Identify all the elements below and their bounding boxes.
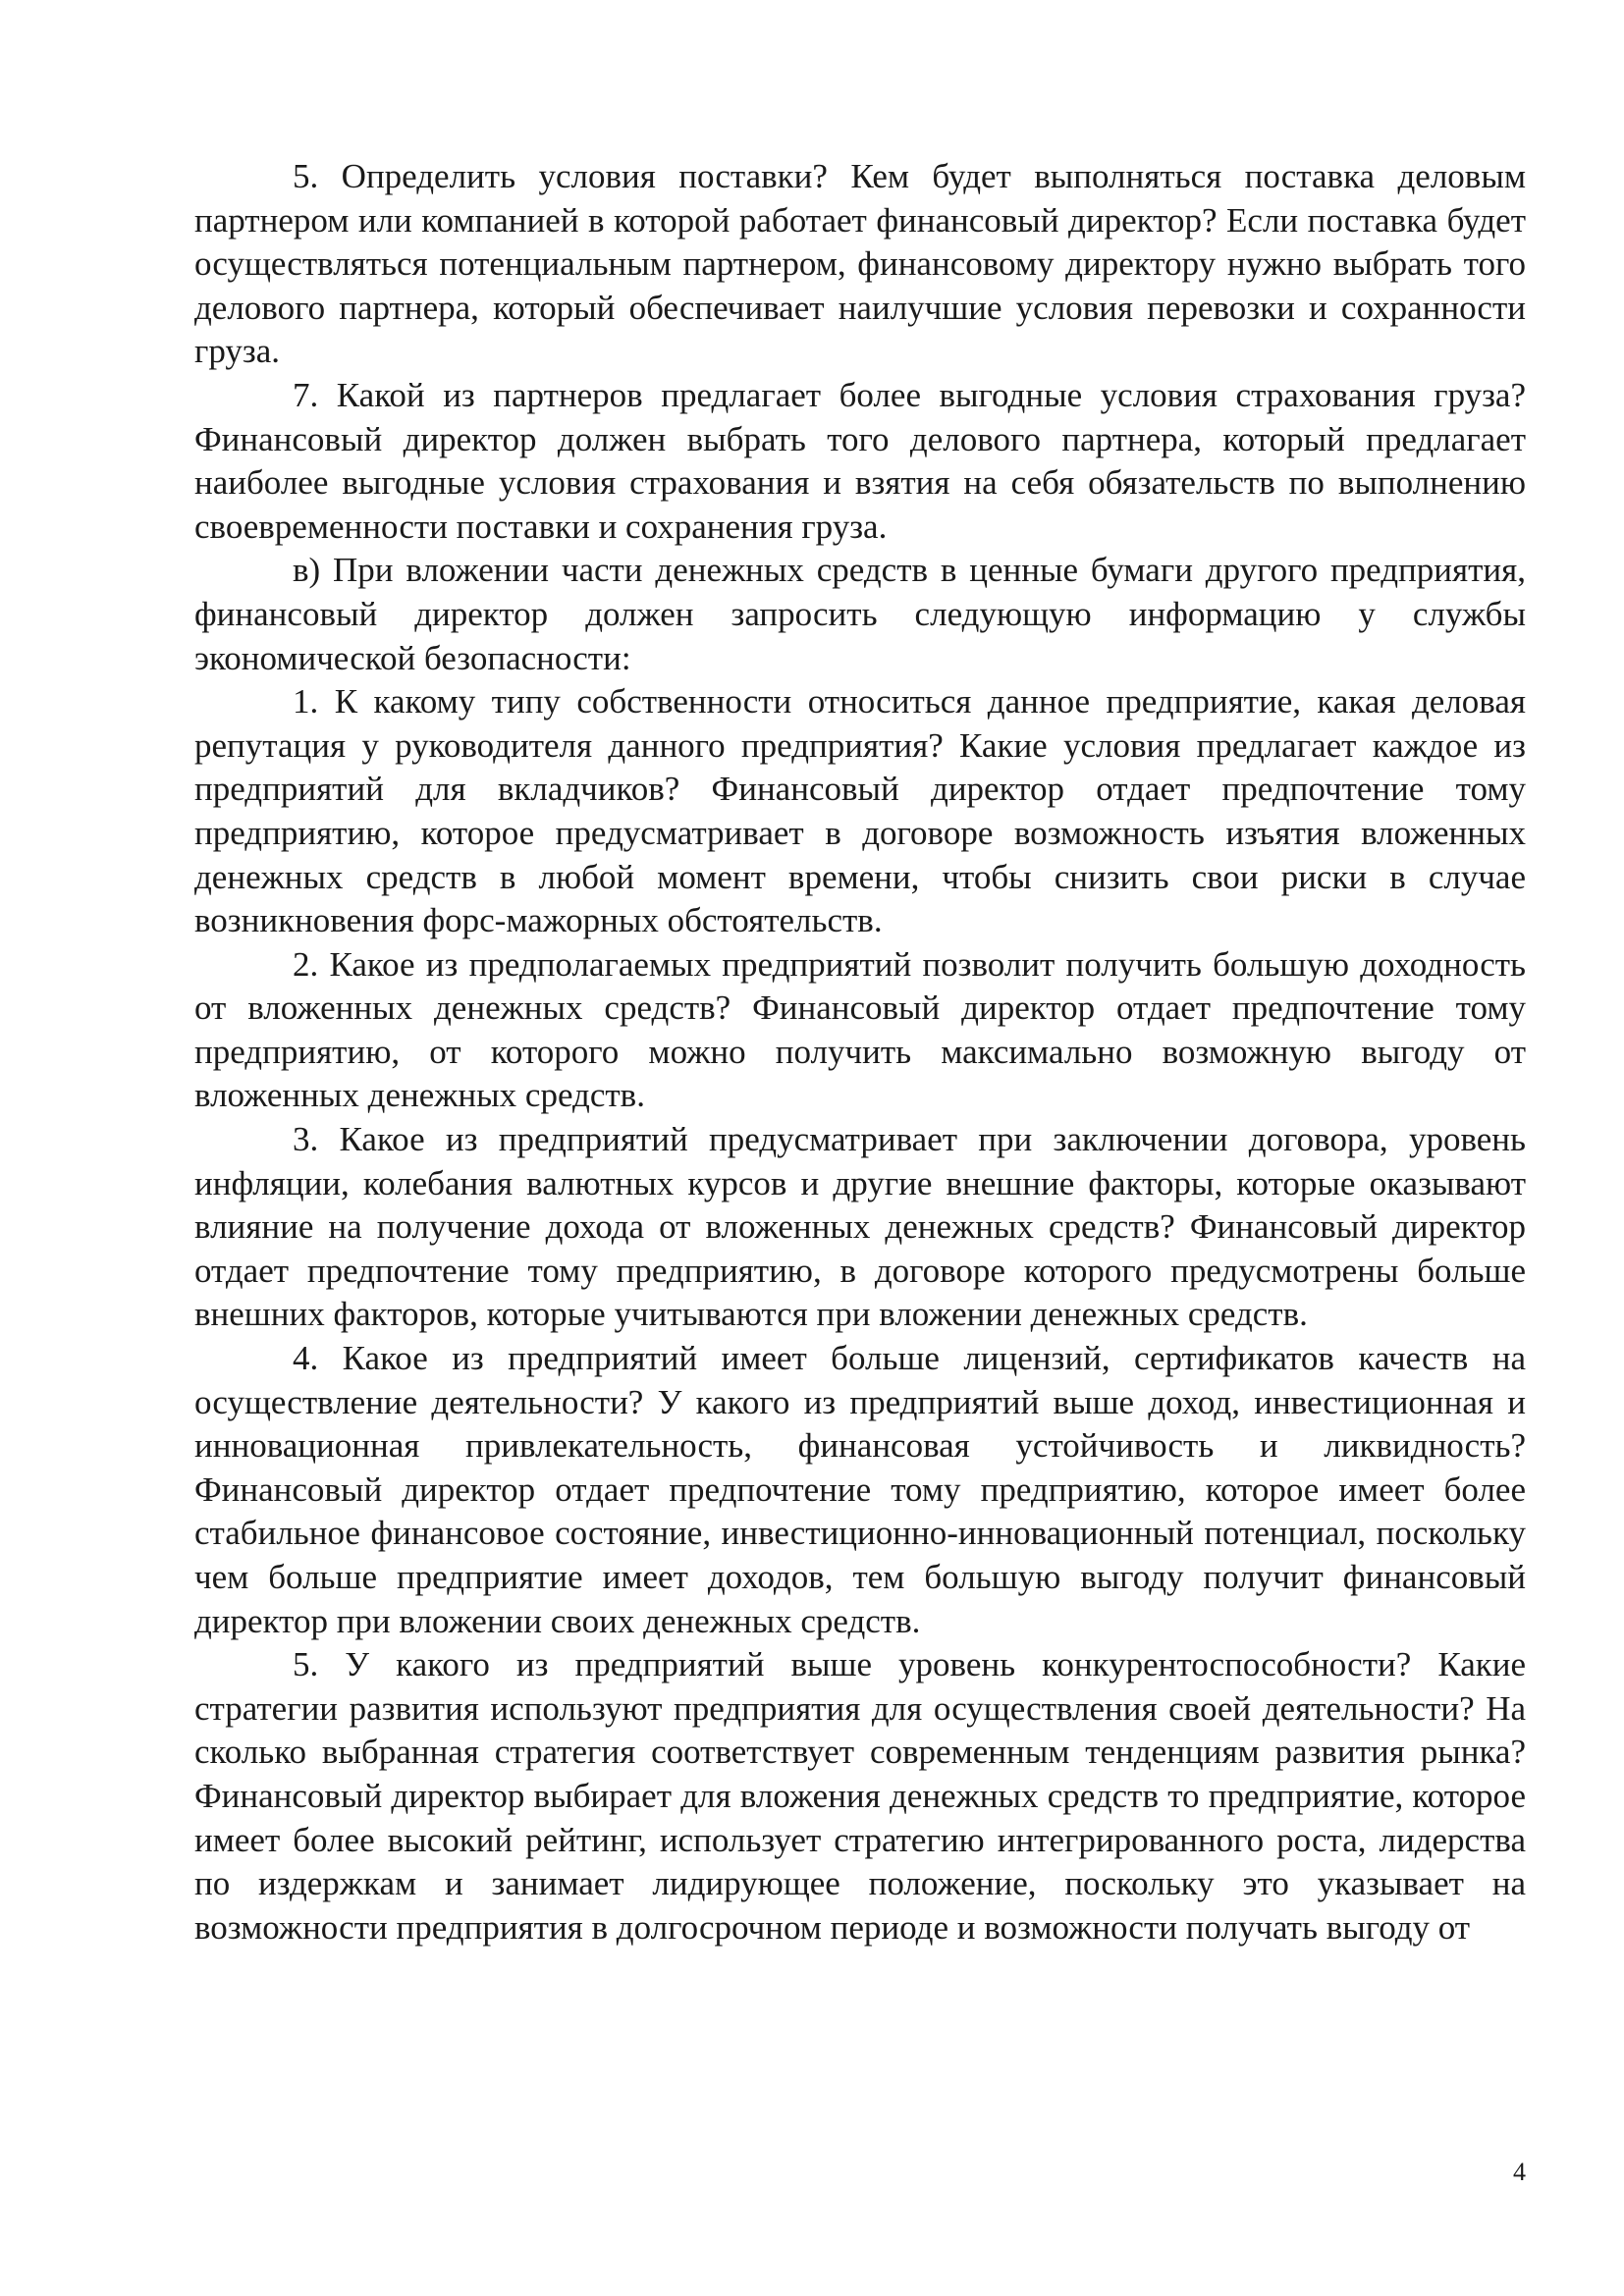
paragraph-ownership-type: 1. К какому типу собственности относиться данное предприятие, какая деловая репутация у руководителя данного предприятия? Какие условия предлагает каждое из предприятий для вкладчиков? Финансовый директор отдает предпочтение тому предприятию, которое предусматривает в договоре возможность изъятия вложенных денежных средств в любой момент времени, чтобы снизить свои риски в случае возникновения форс-мажорных обстоятельств. <box>194 682 1526 940</box>
page-number: 4 <box>1513 2158 1526 2186</box>
paragraph-profitability: 2. Какое из предполагаемых предприятий позволит получить большую доходность от вложенных денежных средств? Финансовый директор отдает предпочтение тому предприятию, от которого можно получить максимально возможную выгоду от вложенных денежных средств. <box>194 944 1526 1115</box>
paragraph-competitiveness: 5. У какого из предприятий выше уровень конкурентоспособности? Какие стратегии развития используют предприятия для осуществления своей деятельности? На сколько выбранная стратегия соответствует современным тенденциям развития рынка? Финансовый директор выбирает для вложения денежных средств то предприятие, которое имеет более высокий рейтинг, использует стратегию интегрированного роста, лидерства по издержкам и занимает лидирующее положение, поскольку это указывает на возможности предприятия в долгосрочном периоде и возможности получать выгоду от <box>194 1645 1526 1947</box>
paragraph-cargo-insurance: 7. Какой из партнеров предлагает более выгодные условия страхования груза? Финансовый директор должен выбрать того делового партнера, который предлагает наиболее выгодные условия страхования и взятия на себя обязательств по выполнению своевременности поставки и сохранения груза. <box>194 375 1526 546</box>
paragraph-securities-intro: в) При вложении части денежных средств в ценные бумаги другого предприятия, финансовый директор должен запросить следующую информацию у службы экономической безопасности: <box>194 551 1526 677</box>
paragraph-delivery-terms: 5. Определить условия поставки? Кем будет выполняться поставка деловым партнером или компанией в которой работает финансовый директор? Если поставка будет осуществляться потенциальным партнером, финансовому директору нужно выбрать того делового партнера, который обеспечивает наилучшие условия перевозки и сохранности груза. <box>194 157 1526 371</box>
paragraph-external-factors: 3. Какое из предприятий предусматривает при заключении договора, уровень инфляции, колебания валютных курсов и другие внешние факторы, которые оказывают влияние на получение дохода от вложенных денежных средств? Финансовый директор отдает предпочтение тому предприятию, в договоре которого предусмотрены больше внешних факторов, которые учитываются при вложении денежных средств. <box>194 1120 1526 1334</box>
body-text <box>194 155 1526 1949</box>
paragraph-licenses: 4. Какое из предприятий имеет больше лицензий, сертификатов качеств на осуществление деятельности? У какого из предприятий выше доход, инвестиционная и инновационная привлекательность, финансовая устойчивость и ликвидность? Финансовый директор отдает предпочтение тому предприятию, которое имеет более стабильное финансовое состояние, инвестиционно-инновационный потенциал, поскольку чем больше предприятие имеет доходов, тем большую выгоду получит финансовый директор при вложении своих денежных средств. <box>194 1339 1526 1640</box>
